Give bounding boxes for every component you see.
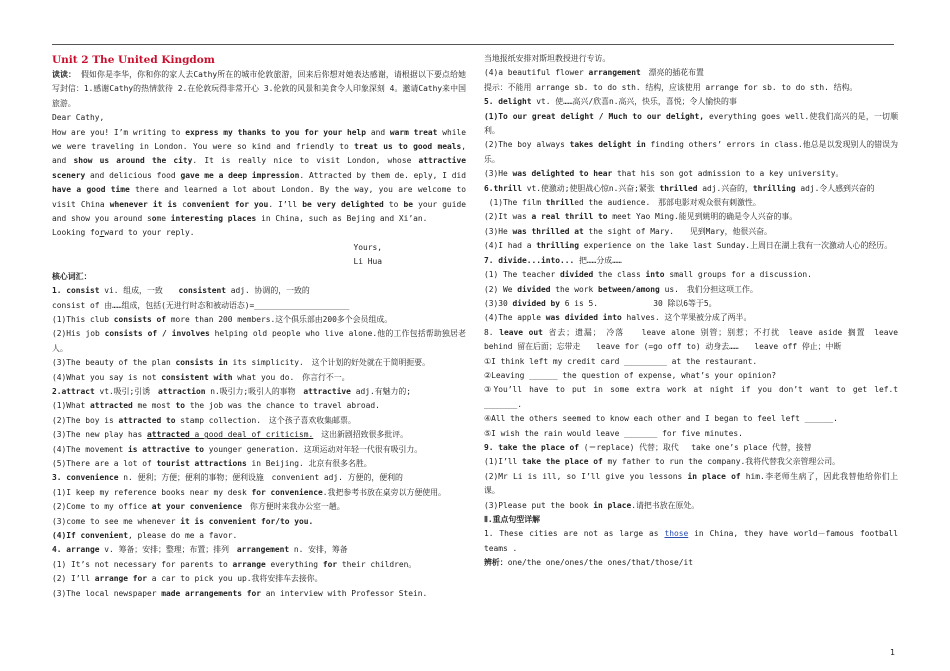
- text-line: 6.thrill vt.使激动;使胆战心惊n.兴奋;紧张 thrilled adj.兴奋的，thrilling adj.令人感到兴奋的: [484, 183, 875, 193]
- text-line: (1)This club consists of more than 200 members.这个俱乐部由200多个会员组成。: [52, 314, 393, 324]
- page-number: 1: [890, 648, 896, 657]
- text-line: (3)He was thrilled at the sight of Mary. 见到Mary，他很兴奋。: [484, 226, 772, 236]
- letter-signature: [52, 241, 466, 270]
- text-line: (2)It was a real thrill to meet Yao Ming.能见到姚明的确是令人兴奋的事。: [484, 212, 798, 222]
- text-line: (1) The teacher divided the class into small groups for a discussion.: [484, 270, 812, 280]
- signature-closing: Yours,: [353, 242, 382, 252]
- text-line: 9. take the place of (＝replace) 代替；取代 take one’s place 代替，接替: [484, 442, 812, 452]
- text-line: (1)The film thrilled the audience. 那部电影对观众很有刺激性。: [488, 198, 761, 208]
- text-line: (2)The boy always takes delight in finding others’ errors in class.他总是以发现别人的错误为乐。: [484, 140, 898, 164]
- text-line: (4)If convenient, please do me a favor.: [52, 531, 238, 540]
- text-line: 8. leave out 省去；遗漏； 冷落 leave alone 别管；别惹；不打扰 leave aside 搁置 leave behind 留在后面；忘带走 leave for (=go off to) 动身去…… leave off 停止；中断: [484, 327, 898, 352]
- text-line: (2)Mr Li is ill, so I’ll give you lessons in place of him.李老师生病了，因此我替他给你们上课。: [484, 471, 898, 496]
- text-line: (1)What attracted me most to the job was the chance to travel abroad.: [52, 401, 380, 411]
- left-column-body: [52, 68, 466, 601]
- page-title: Unit 2 The United Kingdom: [52, 54, 215, 66]
- text-line: (4)a beautiful flower arrangement 漂亮的插花布置: [484, 68, 704, 78]
- text-line: Ⅱ.重点句型详解: [484, 515, 540, 524]
- text-line: (2) I’ll arrange for a car to pick you up.我将安排车去接你。: [52, 574, 323, 584]
- text-line: ⑤I wish the rain would leave _______ for five minutes.: [484, 428, 743, 438]
- text-line: Looking forward to your reply.: [52, 228, 195, 238]
- text-line: (3)30 divided by 6 is 5. 30 除以6等于5。: [484, 298, 717, 308]
- text-line: 4. arrange v. 筹备；安排；整理；布置；排列 arrangement n. 安排，筹备: [52, 545, 348, 555]
- text-line: 7. divide...into... 把……分成……: [484, 255, 622, 265]
- text-line: 2.attract vt.吸引;引诱 attraction n.吸引力;吸引人的事物 attractive adj.有魅力的;: [52, 386, 412, 396]
- text-line: (3)The local newspaper made arrangements for an interview with Professor Stein.: [52, 588, 428, 598]
- text-line: (2)Come to my office at your convenience 你方便时来我办公室一趟。: [52, 502, 345, 512]
- text-line: 辨析：one/the one/ones/the ones/that/those/it: [484, 558, 693, 568]
- text-line: ②Leaving ______ the question of expense, what’s your opinion?: [484, 370, 777, 380]
- text-line: (2)The boy is attracted to stamp collection. 这个孩子喜欢收集邮票。: [52, 415, 356, 425]
- text-line: 提示：不能用 arrange sb. to do sth. 结构，应该使用 arrange for sb. to do sth. 结构。: [484, 82, 858, 92]
- text-line: (2) We divided the work between/among us. 我们分担这项工作。: [484, 284, 758, 294]
- text-line: (1) It’s not necessary for parents to arrange everything for their children。: [52, 559, 417, 569]
- text-line: 当地报纸安排对斯坦教授进行专访。: [484, 54, 611, 63]
- text-line: (3)He was delighted to hear that his son got admission to a key university。: [484, 169, 844, 179]
- text-line: 1. consist vi. 组成，一致 consistent adj. 协调的，一致的: [52, 286, 310, 296]
- text-line: 读读： 假如你是李华，你和你的家人去Cathy所在的城市伦敦旅游，回来后你想对她表达感谢，请根据以下要点给她写封信：1.感谢Cathy的热情款待 2.在伦敦玩得非常开心 3.伦敦的风景和美食令人印象深刻 4。邀请Cathy来中国旅游。: [52, 70, 466, 108]
- text-line: How are you! I’m writing to express my thanks to you for your help and warm treat while we were traveling in London. You were so kind and friendly to treat us to good meals, and show us around the city. It is really nice to visit London, whose attractive scenery and delicious food gave me a deep impression. Attracted by them de. eply, I did have a good time there and learned a lot about London. By the way, you are welcome to visit China whenever it is convenient for you. I’ll be very delighted to be your guide and show you around some interesting places in China, such as Bejing and Xi’an.: [52, 127, 467, 224]
- text-line: ①I think left my credit card _________ at the restaurant.: [484, 356, 758, 366]
- text-line: (5)There are a lot of tourist attractions in Beijing. 北京有很多名胜。: [52, 458, 372, 468]
- text-line: 5. delight vt. 使……高兴/欣喜n.高兴，快乐，喜悦；令人愉快的事: [484, 97, 737, 107]
- text-line: (4)What you say is not consistent with what you do. 你言行不一。: [52, 372, 350, 382]
- header-rule: [52, 44, 894, 45]
- text-line: (4)I had a thrilling experience on the lake last Sunday.上周日在湖上我有一次激动人心的经历。: [484, 241, 893, 251]
- text-line: Dear Cathy,: [52, 113, 105, 123]
- text-line: (3)come to see me whenever it is convenient for/to you.: [52, 516, 314, 526]
- right-column: [484, 52, 898, 571]
- text-line: ④All the others seemed to know each other and I began to feel left ______.: [484, 414, 838, 424]
- text-line: 1. These cities are not as large as those in China, they have world－famous football teams .: [484, 529, 898, 553]
- text-line: (1)To our great delight / Much to our delight, everything goes well.使我们高兴的是，一切顺利。: [484, 111, 899, 136]
- right-column-body: [484, 52, 898, 571]
- text-line: (3)Please put the book in place.请把书放在原处。: [484, 500, 700, 510]
- text-line: (1)I keep my reference books near my desk for convenience.我把参考书放在桌旁以方便使用。: [52, 487, 446, 497]
- text-line: 3. convenience n. 便利；方便；便利的事物；便利设施 convenient adj. 方便的，便利的: [52, 473, 403, 483]
- text-line: (3)The new play has attracted a good deal of criticism. 这出新剧招致很多批评。: [52, 430, 408, 440]
- text-line: (4)The apple was divided into halves. 这个苹果被分成了两半。: [484, 313, 752, 323]
- signature-name: Li Hua: [353, 257, 382, 267]
- text-line: (4)The movement is attractive to younger generation. 这项运动对年轻一代很有吸引力。: [52, 444, 423, 454]
- text-line: consist of 由……组成，包括(无进行时态和被动语态)=____________________: [52, 300, 350, 310]
- text-line: (3)The beauty of the plan consists in its simplicity. 这个计划的好处就在于简明扼要。: [52, 358, 431, 368]
- text-line: 核心词汇：: [52, 271, 92, 281]
- text-line: ③You’ll have to put in some extra work at night if you don’t want to get lef.t _______.: [484, 385, 898, 409]
- text-line: (1)I’ll take the place of my father to run the company.我将代替我父亲管理公司。: [484, 457, 840, 467]
- left-column: [52, 52, 466, 601]
- text-line: (2)His job consists of / involves helping old people who live alone.他的工作包括帮助独居老人。: [52, 329, 466, 353]
